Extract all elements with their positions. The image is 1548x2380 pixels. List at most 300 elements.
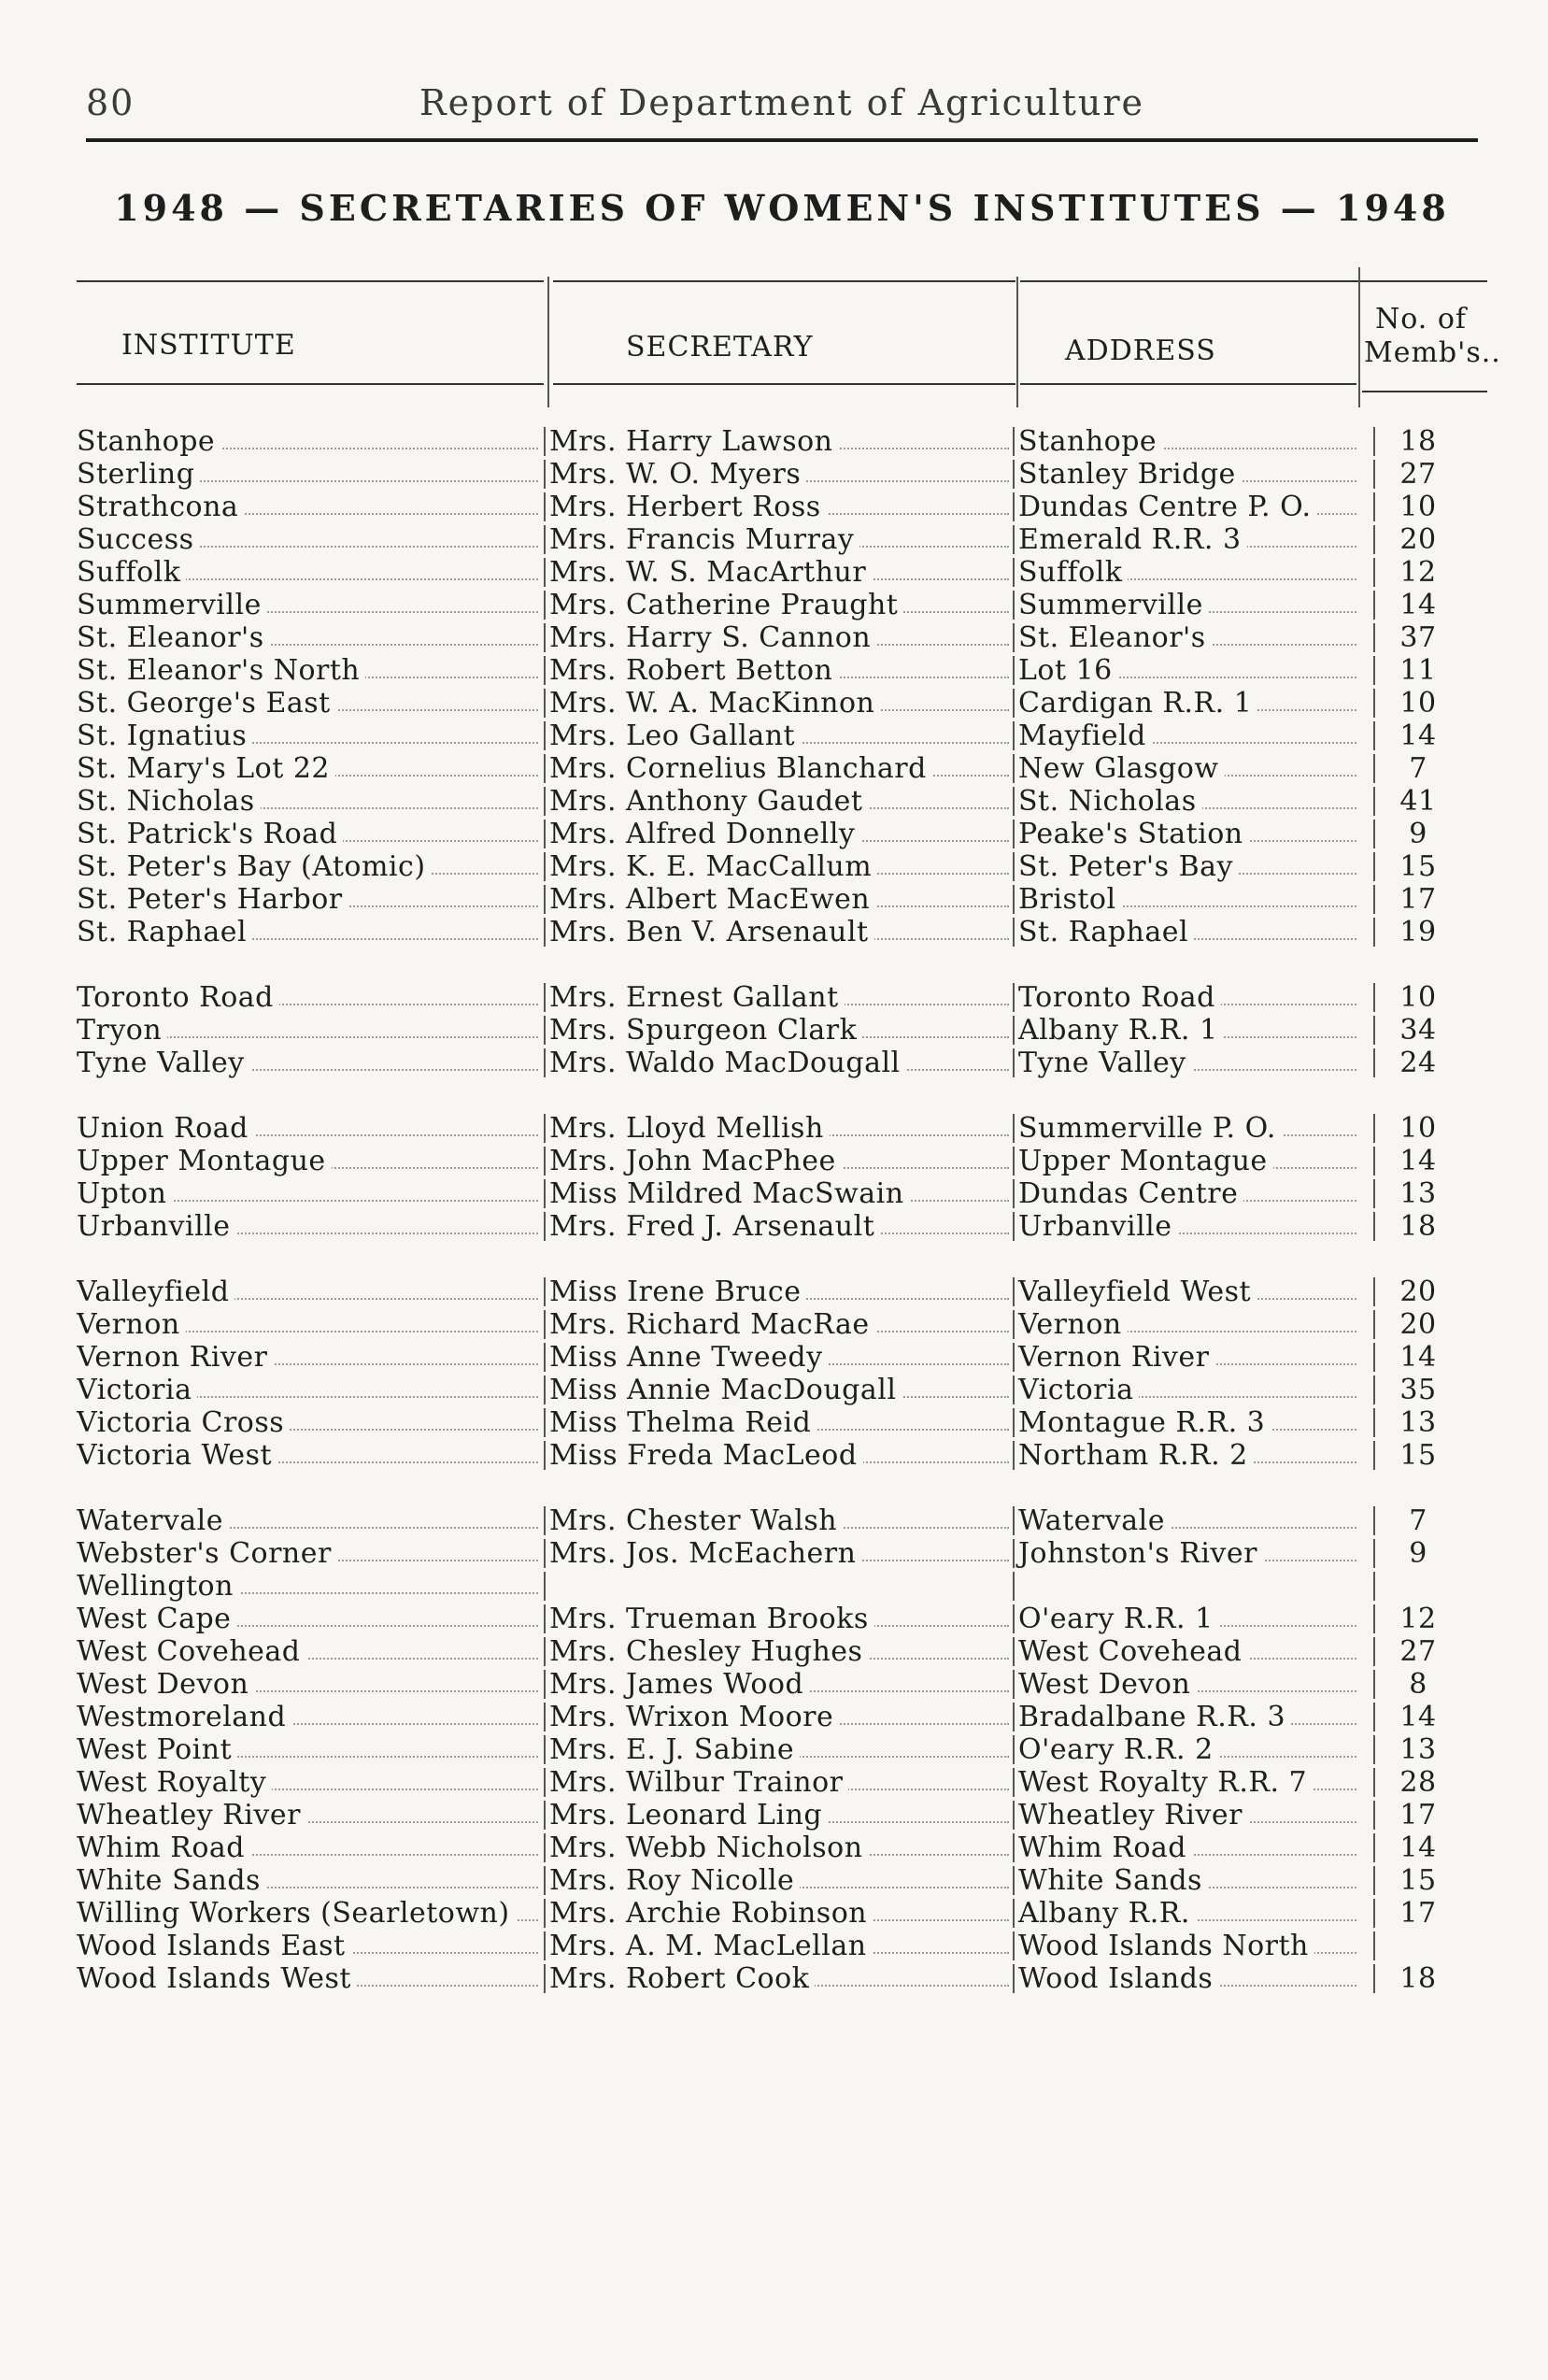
table-row	[0, 1570, 1548, 1603]
institute-name: Whim Road	[77, 1831, 250, 1864]
secretary-name: Mrs. Richard MacRae	[549, 1308, 875, 1341]
member-count: 13	[1399, 1406, 1441, 1439]
address: Dundas Centre	[1018, 1177, 1243, 1210]
member-count: 27	[1399, 1635, 1441, 1668]
column-rule	[544, 591, 546, 620]
member-count: 14	[1399, 1701, 1441, 1733]
secretary-name-cell	[549, 491, 1015, 523]
column-rule	[1013, 1048, 1015, 1077]
member-count: 20	[1399, 1276, 1441, 1308]
table-row	[0, 687, 1548, 720]
secretary-name-cell	[549, 981, 1015, 1014]
address: O'eary R.R. 2	[1018, 1733, 1219, 1766]
address-cell	[1018, 1406, 1362, 1439]
table-row	[0, 818, 1548, 850]
table-row	[0, 1112, 1548, 1145]
secretary-name: Mrs. Francis Murray	[549, 523, 859, 556]
secretary-name-cell	[549, 589, 1015, 621]
secretary-name-cell	[549, 1799, 1015, 1831]
column-rule	[1013, 1964, 1015, 1993]
secretary-name: Mrs. Anthony Gaudet	[549, 785, 868, 818]
column-rule	[1013, 1506, 1015, 1535]
page-number: 80	[86, 82, 135, 123]
member-count	[1418, 1570, 1424, 1603]
address-cell	[1018, 654, 1362, 687]
column-rule	[1013, 1833, 1015, 1862]
address-cell	[1018, 1177, 1362, 1210]
institute-name-cell	[77, 785, 544, 818]
column-rule	[544, 1768, 546, 1797]
address-cell	[1018, 1603, 1362, 1635]
column-rule	[544, 1441, 546, 1470]
column-rule	[1013, 1147, 1015, 1176]
column-rule	[1373, 1604, 1375, 1633]
institute-name: Suffolk	[77, 556, 186, 589]
column-rule	[544, 1866, 546, 1895]
secretary-name: Mrs. Ben V. Arsenault	[549, 916, 874, 948]
address: Valleyfield West	[1018, 1276, 1257, 1308]
address: Suffolk	[1018, 556, 1128, 589]
column-rule	[1373, 656, 1375, 685]
institute-name: Urbanville	[77, 1210, 236, 1243]
address-cell	[1018, 425, 1362, 458]
member-count-cell	[1379, 1962, 1463, 1995]
address: Toronto Road	[1018, 981, 1221, 1014]
secretary-name-cell	[549, 425, 1015, 458]
member-count: 14	[1399, 589, 1441, 621]
running-head-title: Report of Department of Agriculture	[419, 82, 1144, 123]
table-row	[0, 1047, 1548, 1079]
column-rule	[544, 754, 546, 783]
address-cell	[1018, 850, 1362, 883]
table-row	[0, 1276, 1548, 1308]
table-row	[0, 621, 1548, 654]
column-rule	[1373, 754, 1375, 783]
member-count-cell	[1379, 785, 1463, 818]
column-rule	[1013, 819, 1015, 848]
column-rule	[544, 721, 546, 750]
member-count-cell	[1379, 981, 1463, 1014]
secretary-name-cell	[549, 654, 1015, 687]
institute-name: St. Mary's Lot 22	[77, 752, 335, 785]
column-rule	[1373, 1670, 1375, 1699]
table-row	[0, 883, 1548, 916]
address-cell	[1018, 981, 1362, 1014]
column-rule	[1013, 656, 1015, 685]
institute-name: Stanhope	[77, 425, 220, 458]
institute-name: Valleyfield	[77, 1276, 234, 1308]
member-count-cell	[1379, 1210, 1463, 1243]
column-rule	[1013, 1899, 1015, 1928]
secretary-name: Mrs. Fred J. Arsenault	[549, 1210, 880, 1243]
address-cell	[1018, 752, 1362, 785]
member-count-cell	[1379, 1014, 1463, 1047]
institute-name-cell	[77, 1308, 544, 1341]
column-rule	[1013, 1866, 1015, 1895]
column-rule	[1013, 1179, 1015, 1208]
column-rule	[1373, 1048, 1375, 1077]
address: Northam R.R. 2	[1018, 1439, 1254, 1472]
table-row	[0, 458, 1548, 491]
column-header-secretary: SECRETARY	[626, 331, 814, 363]
address-cell	[1018, 458, 1362, 491]
header-top-rule	[553, 280, 1015, 282]
column-rule	[1013, 1016, 1015, 1045]
secretary-name: Mrs. John MacPhee	[549, 1145, 842, 1177]
address: Peake's Station	[1018, 818, 1249, 850]
address-cell	[1018, 818, 1362, 850]
secretary-name-cell	[549, 1406, 1015, 1439]
secretary-name: Mrs. Archie Robinson	[549, 1897, 873, 1930]
institute-name: West Point	[77, 1733, 237, 1766]
column-rule	[1013, 1441, 1015, 1470]
table-row	[0, 589, 1548, 621]
address-cell	[1018, 1112, 1362, 1145]
member-count: 17	[1399, 1897, 1441, 1930]
institute-name-cell	[77, 1439, 544, 1472]
address: Johnston's River	[1018, 1537, 1263, 1570]
column-rule	[1373, 1899, 1375, 1928]
member-count: 13	[1399, 1177, 1441, 1210]
column-rule	[1373, 918, 1375, 947]
column-rule	[1373, 1441, 1375, 1470]
secretary-name: Mrs. Jos. McEachern	[549, 1537, 861, 1570]
column-rule	[1373, 1768, 1375, 1797]
institute-name: Toronto Road	[77, 981, 279, 1014]
institute-name: Watervale	[77, 1504, 229, 1537]
institute-name-cell	[77, 1733, 544, 1766]
member-count: 18	[1399, 1962, 1441, 1995]
institute-name-cell	[77, 1603, 544, 1635]
secretary-name-cell	[549, 1897, 1015, 1930]
member-count: 20	[1399, 1308, 1441, 1341]
secretary-name: Mrs. Wrixon Moore	[549, 1701, 839, 1733]
address-cell	[1018, 720, 1362, 752]
secretary-name: Mrs. James Wood	[549, 1668, 809, 1701]
member-count: 10	[1399, 1112, 1441, 1145]
column-header-members-line2: Memb's..	[1364, 336, 1501, 369]
institute-name-cell	[77, 1668, 544, 1701]
member-count: 7	[1409, 1504, 1433, 1537]
member-count-cell	[1379, 1733, 1463, 1766]
column-rule	[1013, 754, 1015, 783]
secretary-name: Mrs. Leo Gallant	[549, 720, 801, 752]
column-rule	[544, 1931, 546, 1960]
address-cell	[1018, 1145, 1362, 1177]
member-count: 41	[1399, 785, 1441, 818]
table-row	[0, 556, 1548, 589]
address-cell	[1018, 1537, 1362, 1570]
table-row	[0, 1831, 1548, 1864]
address-cell	[1018, 1701, 1362, 1733]
institute-name: West Devon	[77, 1668, 254, 1701]
column-divider	[1358, 267, 1360, 407]
column-rule	[1373, 787, 1375, 816]
member-count-cell	[1379, 1766, 1463, 1799]
member-count-cell	[1379, 1374, 1463, 1406]
table-row	[0, 1733, 1548, 1766]
column-rule	[544, 558, 546, 587]
institute-name-cell	[77, 720, 544, 752]
member-count-cell	[1379, 1635, 1463, 1668]
institute-name: Tyne Valley	[77, 1047, 250, 1079]
institute-name: West Cape	[77, 1603, 236, 1635]
institute-name: Success	[77, 523, 200, 556]
secretary-name: Mrs. W. O. Myers	[549, 458, 806, 491]
header-bottom-rule	[1020, 383, 1356, 385]
column-rule	[1373, 1572, 1375, 1601]
member-count-cell	[1379, 1177, 1463, 1210]
institute-name-cell	[77, 916, 544, 948]
member-count-cell	[1379, 752, 1463, 785]
column-rule	[1013, 885, 1015, 914]
institute-name-cell	[77, 1276, 544, 1308]
address-cell	[1018, 687, 1362, 720]
address: Stanhope	[1018, 425, 1162, 458]
table-row	[0, 1374, 1548, 1406]
institute-name-cell	[77, 1831, 544, 1864]
institute-name-cell	[77, 1897, 544, 1930]
address: New Glasgow	[1018, 752, 1225, 785]
secretary-name-cell	[549, 1668, 1015, 1701]
institute-name-cell	[77, 981, 544, 1014]
institute-name: Summerville	[77, 589, 267, 621]
address-cell	[1018, 916, 1362, 948]
column-rule	[544, 918, 546, 947]
table-row	[0, 1145, 1548, 1177]
institute-name: St. Patrick's Road	[77, 818, 343, 850]
secretary-name-cell	[549, 1537, 1015, 1570]
secretary-name: Miss Anne Tweedy	[549, 1341, 829, 1374]
secretary-name-cell	[549, 850, 1015, 883]
column-rule	[1013, 1801, 1015, 1830]
address: Wood Islands	[1018, 1962, 1218, 1995]
secretary-name-cell	[549, 785, 1015, 818]
institute-name-cell	[77, 1537, 544, 1570]
secretary-name: Mrs. Herbert Ross	[549, 491, 827, 523]
table-row	[0, 1864, 1548, 1897]
member-count-cell	[1379, 654, 1463, 687]
member-count-cell	[1379, 1603, 1463, 1635]
column-rule	[544, 1375, 546, 1404]
secretary-name: Mrs. Wilbur Trainor	[549, 1766, 848, 1799]
column-rule	[544, 1670, 546, 1699]
secretary-name: Mrs. A. M. MacLellan	[549, 1930, 873, 1962]
table-header	[77, 280, 1501, 402]
column-rule	[1013, 1735, 1015, 1764]
address: St. Nicholas	[1018, 785, 1202, 818]
address-cell	[1018, 1014, 1362, 1047]
institute-name-cell	[77, 654, 544, 687]
institute-name: Upton	[77, 1177, 172, 1210]
member-count-cell	[1379, 850, 1463, 883]
institute-name-cell	[77, 752, 544, 785]
column-rule	[1013, 492, 1015, 521]
address: Summerville P. O.	[1018, 1112, 1282, 1145]
column-rule	[544, 427, 546, 456]
secretary-name-cell	[549, 1047, 1015, 1079]
table-row	[0, 523, 1548, 556]
table-row	[0, 720, 1548, 752]
address: St. Raphael	[1018, 916, 1194, 948]
running-head	[86, 82, 1478, 129]
member-count: 10	[1399, 981, 1441, 1014]
column-rule	[544, 1212, 546, 1241]
table-row	[0, 916, 1548, 948]
address: Bradalbane R.R. 3	[1018, 1701, 1291, 1733]
column-rule	[1373, 623, 1375, 652]
column-rule	[544, 1735, 546, 1764]
institute-name: St. Ignatius	[77, 720, 252, 752]
column-rule	[1373, 525, 1375, 554]
column-rule	[1013, 1277, 1015, 1306]
institute-name: St. Raphael	[77, 916, 252, 948]
column-rule	[544, 1048, 546, 1077]
table-row	[0, 850, 1548, 883]
address: West Covehead	[1018, 1635, 1248, 1668]
column-rule	[1373, 1179, 1375, 1208]
address: Montague R.R. 3	[1018, 1406, 1271, 1439]
column-rule	[1013, 689, 1015, 718]
header-top-rule	[1020, 280, 1487, 282]
institute-name: West Covehead	[77, 1635, 306, 1668]
member-count: 12	[1399, 556, 1441, 589]
member-count-cell	[1379, 523, 1463, 556]
column-rule	[1013, 852, 1015, 881]
member-count: 7	[1409, 752, 1433, 785]
address-cell	[1018, 1733, 1362, 1766]
table-row	[0, 1439, 1548, 1472]
column-rule	[1013, 1310, 1015, 1339]
column-rule	[1373, 1539, 1375, 1568]
column-rule	[1013, 1572, 1015, 1601]
address: O'eary R.R. 1	[1018, 1603, 1219, 1635]
secretary-name-cell	[549, 752, 1015, 785]
member-count: 20	[1399, 523, 1441, 556]
secretary-name: Miss Freda MacLeod	[549, 1439, 863, 1472]
secretary-name: Mrs. Cornelius Blanchard	[549, 752, 932, 785]
member-count-cell	[1379, 1276, 1463, 1308]
column-rule	[1373, 558, 1375, 587]
member-count: 9	[1409, 818, 1433, 850]
column-rule	[1373, 1735, 1375, 1764]
address: Wood Islands North	[1018, 1930, 1314, 1962]
member-count-cell	[1379, 916, 1463, 948]
institute-name: Victoria	[77, 1374, 197, 1406]
secretary-name: Mrs. Trueman Brooks	[549, 1603, 874, 1635]
institute-name: West Royalty	[77, 1766, 272, 1799]
column-rule	[1373, 460, 1375, 489]
secretary-name-cell	[549, 1439, 1015, 1472]
column-rule	[544, 1016, 546, 1045]
address: Watervale	[1018, 1504, 1171, 1537]
column-rule	[1013, 460, 1015, 489]
address-cell	[1018, 883, 1362, 916]
column-rule	[1373, 1310, 1375, 1339]
address: St. Eleanor's	[1018, 621, 1212, 654]
secretary-name: Mrs. Spurgeon Clark	[549, 1014, 862, 1047]
column-rule	[1373, 1833, 1375, 1862]
member-count: 17	[1399, 1799, 1441, 1831]
institute-name-cell	[77, 1766, 544, 1799]
member-count-cell	[1379, 1930, 1463, 1962]
member-count: 15	[1399, 1864, 1441, 1897]
column-rule	[1373, 1931, 1375, 1960]
member-count-cell	[1379, 1112, 1463, 1145]
member-count-cell	[1379, 1406, 1463, 1439]
secretary-name: Mrs. Roy Nicolle	[549, 1864, 800, 1897]
table-row	[0, 1930, 1548, 1962]
column-rule	[1013, 1343, 1015, 1372]
secretary-name-cell	[549, 1374, 1015, 1406]
member-count: 12	[1399, 1603, 1441, 1635]
column-rule	[544, 1506, 546, 1535]
table-row	[0, 1635, 1548, 1668]
column-rule	[1373, 1506, 1375, 1535]
institute-name: Wood Islands West	[77, 1962, 357, 1995]
secretary-name: Mrs. Robert Betton	[549, 654, 838, 687]
column-rule	[1373, 492, 1375, 521]
member-count: 14	[1399, 1145, 1441, 1177]
member-count-cell	[1379, 458, 1463, 491]
column-rule	[544, 1637, 546, 1666]
column-rule	[544, 1899, 546, 1928]
secretary-name: Mrs. Ernest Gallant	[549, 981, 845, 1014]
column-rule	[544, 1310, 546, 1339]
member-count: 14	[1399, 1831, 1441, 1864]
secretary-name: Mrs. Chester Walsh	[549, 1504, 843, 1537]
column-rule	[1013, 1539, 1015, 1568]
address-cell	[1018, 556, 1362, 589]
address: Victoria	[1018, 1374, 1139, 1406]
column-rule	[1373, 1703, 1375, 1732]
member-count: 13	[1399, 1733, 1441, 1766]
institute-name: Sterling	[77, 458, 200, 491]
institute-name-cell	[77, 1635, 544, 1668]
column-rule	[1013, 1114, 1015, 1143]
secretary-name: Mrs. Webb Nicholson	[549, 1831, 869, 1864]
institute-name: Wheatley River	[77, 1799, 306, 1831]
column-rule	[1013, 983, 1015, 1012]
table-row	[0, 491, 1548, 523]
member-count-cell	[1379, 1831, 1463, 1864]
section-title: 1948 — SECRETARIES OF WOMEN'S INSTITUTES — 1948	[114, 187, 1450, 229]
address: Cardigan R.R. 1	[1018, 687, 1257, 720]
institute-name-cell	[77, 1570, 544, 1603]
secretary-name-cell	[549, 1112, 1015, 1145]
column-rule	[544, 1539, 546, 1568]
institute-name-cell	[77, 1799, 544, 1831]
member-count: 18	[1399, 425, 1441, 458]
column-rule	[544, 1604, 546, 1633]
table-row	[0, 1668, 1548, 1701]
secretary-name-cell	[549, 883, 1015, 916]
address-cell	[1018, 1439, 1362, 1472]
institute-name: Wellington	[77, 1570, 239, 1603]
column-rule	[544, 819, 546, 848]
address-cell	[1018, 785, 1362, 818]
address: Mayfield	[1018, 720, 1152, 752]
table-row	[0, 752, 1548, 785]
secretary-name-cell	[549, 1701, 1015, 1733]
column-rule	[544, 1703, 546, 1732]
secretary-name: Mrs. Robert Cook	[549, 1962, 815, 1995]
institute-name-cell	[77, 687, 544, 720]
table-row	[0, 1014, 1548, 1047]
member-count: 17	[1399, 883, 1441, 916]
secretary-name-cell	[549, 1177, 1015, 1210]
institute-name-cell	[77, 1145, 544, 1177]
